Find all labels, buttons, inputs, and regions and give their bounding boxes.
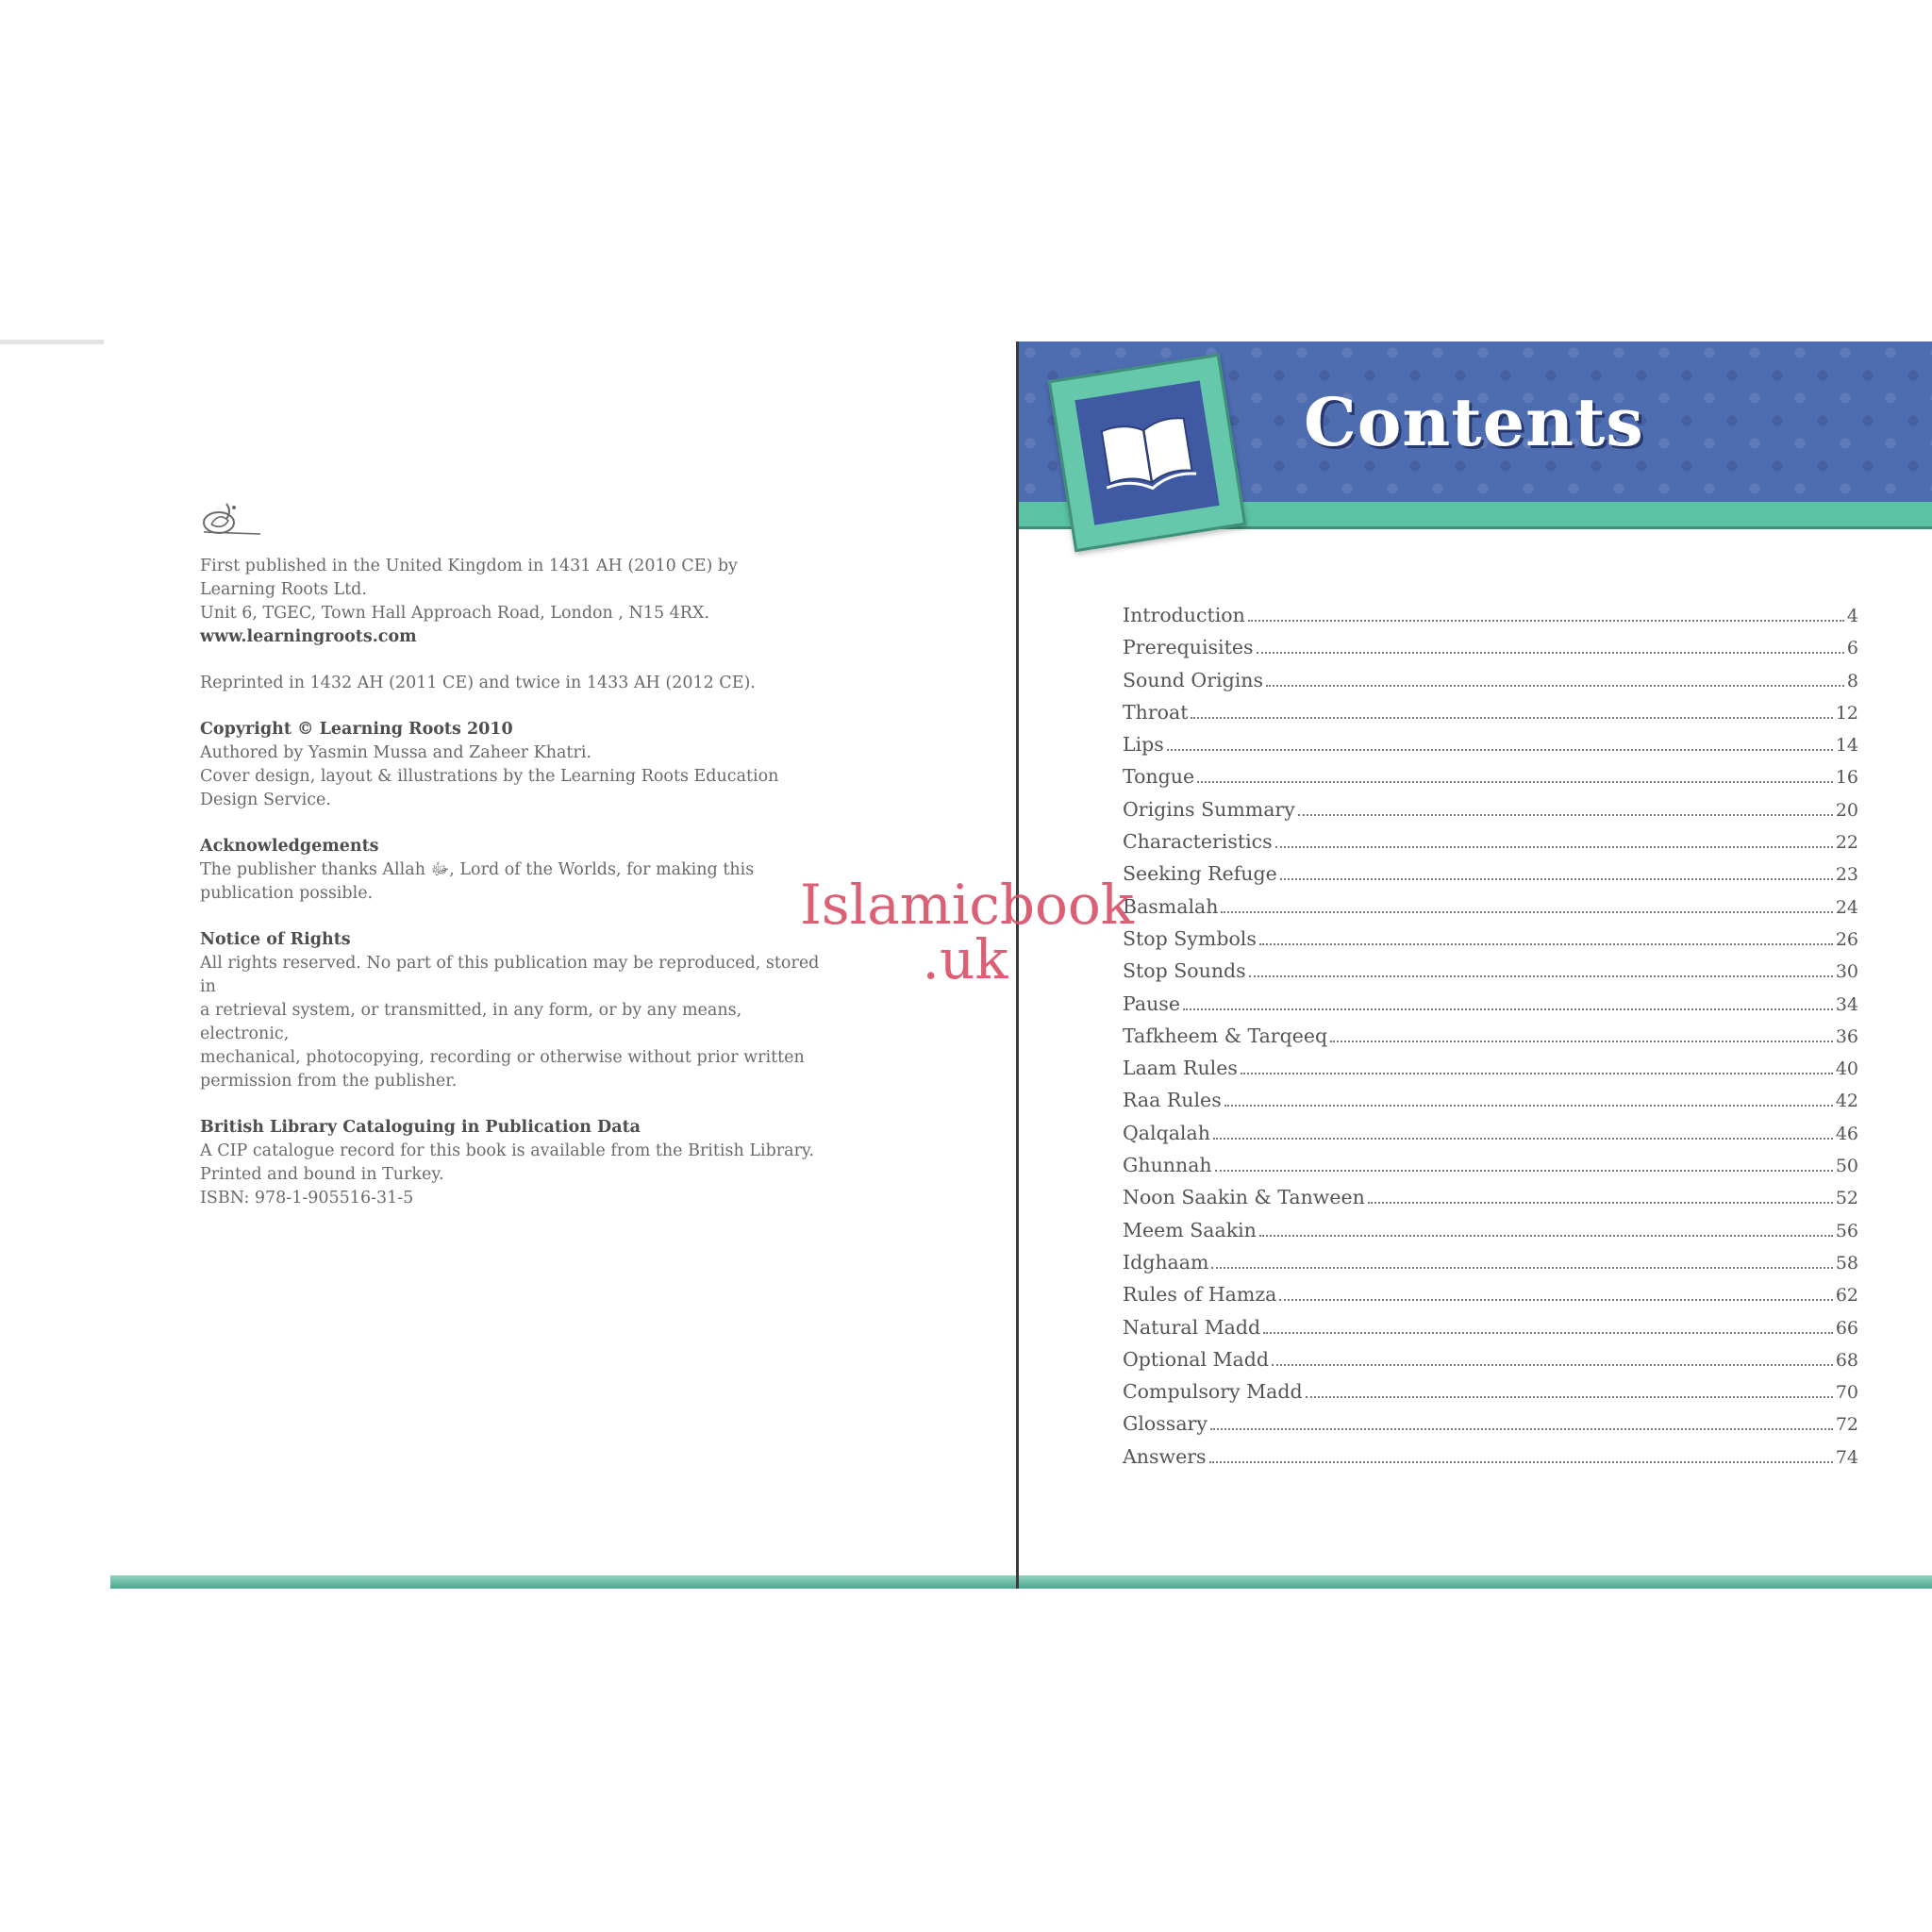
toc-entry-page-number: 6 <box>1846 638 1858 659</box>
toc-entry-title: Sound Origins <box>1123 668 1263 691</box>
toc-entry-page-number: 8 <box>1846 670 1858 691</box>
toc-dot-leader <box>1249 975 1833 977</box>
acknowledgements-line-1: The publisher thanks Allah ﷻ, Lord of the Worlds, for making this <box>200 860 755 879</box>
toc-entry-page-number: 16 <box>1835 767 1858 789</box>
toc-dot-leader <box>1210 1428 1833 1430</box>
toc-entry <box>1123 992 1858 1024</box>
toc-entry <box>1123 765 1858 797</box>
toc-entry <box>1123 1219 1858 1251</box>
toc-dot-leader <box>1330 1041 1833 1042</box>
rights-line-1: All rights reserved. No part of this publication may be reproduced, stored in <box>200 954 820 996</box>
toc-dot-leader <box>1241 1073 1833 1074</box>
toc-entry-title: Characteristics <box>1123 830 1273 854</box>
toc-dot-leader <box>1224 1105 1833 1107</box>
toc-entry-title: Stop Sounds <box>1123 959 1246 983</box>
toc-entry <box>1123 1057 1858 1089</box>
toc-dot-leader <box>1167 749 1833 751</box>
toc-entry-title: Optional Madd <box>1123 1347 1270 1371</box>
toc-entry-title: Stop Symbols <box>1123 926 1257 950</box>
cip-line-1: A CIP catalogue record for this book is available from the British Library. <box>200 1141 815 1160</box>
published-line-2: Learning Roots Ltd. <box>200 580 367 599</box>
toc-entry-title: Answers <box>1123 1444 1207 1468</box>
toc-dot-leader <box>1275 846 1833 848</box>
toc-entry <box>1123 1445 1858 1477</box>
toc-dot-leader <box>1211 1267 1832 1269</box>
toc-entry-page-number: 12 <box>1835 702 1858 724</box>
toc-dot-leader <box>1191 717 1832 719</box>
toc-dot-leader <box>1279 1299 1832 1301</box>
copyright-heading: Copyright © Learning Roots 2010 <box>200 720 513 739</box>
authors-line: Authored by Yasmin Mussa and Zaheer Khatri. <box>200 743 591 762</box>
toc-entry-title: Compulsory Madd <box>1123 1380 1303 1404</box>
cip-line-2: Printed and bound in Turkey. <box>200 1165 444 1184</box>
toc-entry-title: Lips <box>1123 733 1164 757</box>
toc-entry <box>1123 1412 1858 1444</box>
toc-entry-title: Basmalah <box>1123 894 1219 918</box>
toc-entry-page-number: 66 <box>1835 1317 1858 1339</box>
right-page-bottom-bar <box>1019 1575 1932 1589</box>
toc-entry <box>1123 798 1858 830</box>
toc-entry-page-number: 42 <box>1835 1091 1858 1112</box>
rights-line-3: mechanical, photocopying, recording or otherwise without prior written <box>200 1048 805 1067</box>
toc-entry <box>1123 701 1858 733</box>
toc-entry <box>1123 1380 1858 1412</box>
toc-dot-leader <box>1259 943 1833 945</box>
toc-entry-page-number: 23 <box>1835 864 1858 886</box>
watermark-line-2: .uk <box>922 927 1008 991</box>
right-page <box>1019 341 1932 1589</box>
toc-entry-page-number: 52 <box>1835 1188 1858 1209</box>
toc-entry-title: Ghunnah <box>1123 1154 1212 1177</box>
toc-dot-leader <box>1306 1396 1833 1398</box>
reprint-note: Reprinted in 1432 AH (2011 CE) and twice in 1433 AH (2012 CE). <box>200 674 756 692</box>
toc-entry <box>1123 1251 1858 1283</box>
open-book-icon <box>1094 408 1199 498</box>
toc-entry-page-number: 20 <box>1835 799 1858 821</box>
toc-entry-title: Laam Rules <box>1123 1057 1238 1080</box>
contents-title: Contents <box>1304 383 1644 461</box>
toc-entry-title: Qalqalah <box>1123 1121 1210 1144</box>
toc-entry-page-number: 4 <box>1846 606 1858 626</box>
toc-entry-page-number: 46 <box>1835 1123 1858 1144</box>
toc-dot-leader <box>1248 620 1844 622</box>
toc-dot-leader <box>1209 1461 1833 1463</box>
toc-entry <box>1123 1154 1858 1186</box>
toc-entry-page-number: 36 <box>1835 1025 1858 1047</box>
toc-entry <box>1123 1316 1858 1348</box>
toc-dot-leader <box>1280 878 1833 880</box>
toc-entry-page-number: 26 <box>1835 928 1858 950</box>
watermark-line-1: Islamicbook <box>800 873 1134 937</box>
toc-entry <box>1123 604 1858 636</box>
toc-entry <box>1123 1283 1858 1315</box>
toc-entry-title: Seeking Refuge <box>1123 862 1277 886</box>
acknowledgements-line-2: publication possible. <box>200 884 374 903</box>
toc-dot-leader <box>1257 652 1844 654</box>
toc-dot-leader <box>1221 911 1832 913</box>
design-line-2: Design Service. <box>200 791 331 809</box>
toc-entry-page-number: 68 <box>1835 1349 1858 1371</box>
toc-entry <box>1123 830 1858 862</box>
toc-dot-leader <box>1272 1364 1833 1366</box>
toc-entry <box>1123 636 1858 668</box>
toc-entry-title: Natural Madd <box>1123 1315 1261 1339</box>
rights-heading: Notice of Rights <box>200 930 351 949</box>
toc-entry-title: Rules of Hamza <box>1123 1283 1277 1307</box>
toc-entry <box>1123 1186 1858 1218</box>
cip-heading: British Library Cataloguing in Publication Data <box>200 1118 641 1137</box>
toc-entry-title: Noon Saakin & Tanween <box>1123 1186 1365 1209</box>
left-page-bottom-bar <box>110 1575 1016 1589</box>
book-icon-panel <box>1074 380 1219 525</box>
toc-dot-leader <box>1259 1235 1833 1237</box>
toc-entry-title: Throat <box>1123 700 1189 724</box>
rights-line-2: a retrieval system, or transmitted, in any form, or by any means, electronic, <box>200 1001 742 1043</box>
table-of-contents <box>1123 604 1858 1477</box>
toc-entry-page-number: 62 <box>1835 1285 1858 1307</box>
toc-entry <box>1123 959 1858 991</box>
toc-dot-leader <box>1183 1008 1833 1010</box>
toc-entry-page-number: 24 <box>1835 896 1858 918</box>
toc-entry-page-number: 74 <box>1835 1446 1858 1468</box>
publisher-website: www.learningroots.com <box>200 627 417 646</box>
imprint-block <box>200 555 823 1210</box>
toc-dot-leader <box>1213 1138 1833 1140</box>
toc-entry <box>1123 733 1858 765</box>
toc-dot-leader <box>1197 781 1833 783</box>
toc-entry-title: Prerequisites <box>1123 636 1254 659</box>
toc-entry-page-number: 14 <box>1835 735 1858 757</box>
toc-entry-title: Glossary <box>1123 1412 1208 1436</box>
toc-dot-leader <box>1368 1202 1833 1204</box>
toc-dot-leader <box>1266 685 1844 687</box>
toc-entry <box>1123 1348 1858 1380</box>
toc-entry-title: Raa Rules <box>1123 1089 1222 1112</box>
toc-entry-page-number: 56 <box>1835 1220 1858 1241</box>
toc-entry-title: Meem Saakin <box>1123 1218 1257 1241</box>
toc-entry <box>1123 1122 1858 1154</box>
toc-entry-page-number: 22 <box>1835 832 1858 854</box>
toc-entry-title: Idghaam <box>1123 1250 1209 1274</box>
book-icon-frame <box>1048 354 1247 553</box>
toc-entry-page-number: 72 <box>1835 1414 1858 1436</box>
watermark <box>800 873 1134 991</box>
publisher-address: Unit 6, TGEC, Town Hall Approach Road, London , N15 4RX. <box>200 604 709 623</box>
toc-entry <box>1123 1024 1858 1057</box>
toc-dot-leader <box>1215 1170 1833 1172</box>
toc-entry-title: Origins Summary <box>1123 797 1295 821</box>
publisher-emblem-icon <box>198 498 266 540</box>
toc-entry-page-number: 34 <box>1835 993 1858 1015</box>
toc-entry-page-number: 30 <box>1835 961 1858 983</box>
toc-entry-title: Introduction <box>1123 604 1245 626</box>
toc-entry-title: Pause <box>1123 991 1180 1015</box>
isbn-line: ISBN: 978-1-905516-31-5 <box>200 1189 414 1208</box>
rights-line-4: permission from the publisher. <box>200 1072 458 1091</box>
acknowledgements-heading: Acknowledgements <box>200 837 379 856</box>
toc-entry-page-number: 70 <box>1835 1382 1858 1404</box>
design-line-1: Cover design, layout & illustrations by the Learning Roots Education <box>200 767 779 786</box>
toc-dot-leader <box>1298 814 1833 816</box>
toc-entry <box>1123 669 1858 701</box>
toc-entry-page-number: 58 <box>1835 1252 1858 1274</box>
toc-entry <box>1123 862 1858 894</box>
toc-entry-title: Tongue <box>1123 765 1195 789</box>
toc-entry <box>1123 927 1858 959</box>
toc-entry-page-number: 50 <box>1835 1156 1858 1177</box>
toc-entry-page-number: 40 <box>1835 1058 1858 1080</box>
published-line-1: First published in the United Kingdom in 1431 AH (2010 CE) by <box>200 557 738 575</box>
toc-entry <box>1123 895 1858 927</box>
toc-entry <box>1123 1089 1858 1121</box>
toc-entry-title: Tafkheem & Tarqeeq <box>1123 1024 1328 1047</box>
toc-dot-leader <box>1263 1332 1833 1334</box>
